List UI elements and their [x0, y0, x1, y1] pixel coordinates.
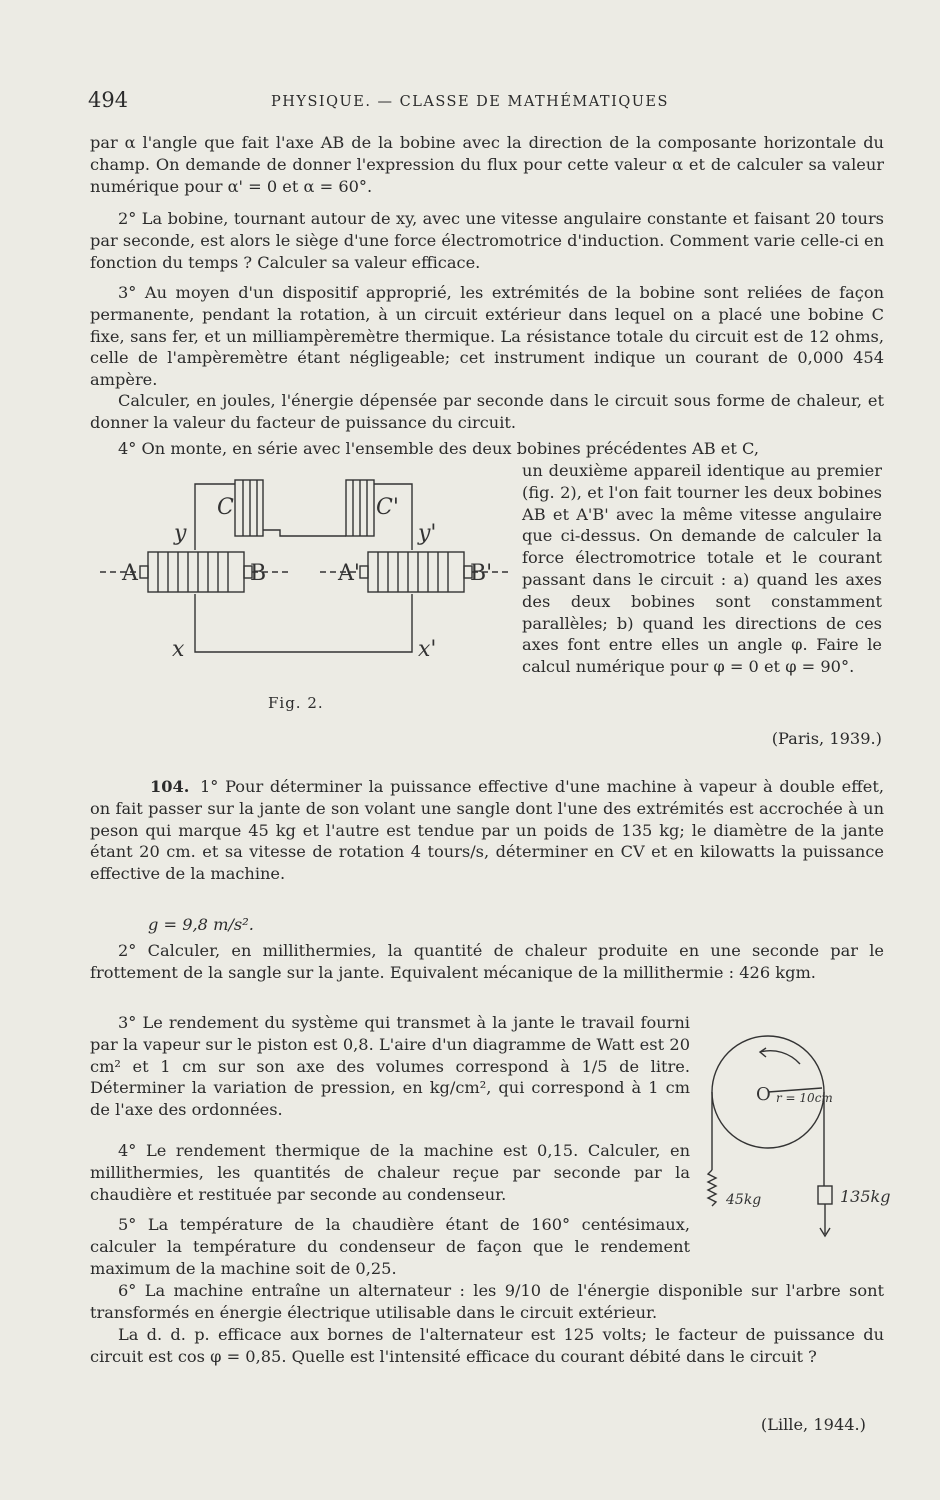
label-b: B: [250, 561, 267, 586]
label-radius: r = 10cm: [776, 1091, 833, 1105]
paragraph-103-2: 2° La bobine, tournant autour de xy, avec une vitesse angulaire constante et faisant 20 tours par seconde, est alors le siège d'une force électromotrice d'induction. Comment varie celle-ci en fonction du temps ? Calculer sa valeur efficace.: [90, 209, 884, 272]
gravity-value: g = 9,8 m/s².: [148, 915, 254, 934]
spring-scale: [708, 1170, 716, 1206]
paragraph-103-4-rest: un deuxième appareil identique au premier (fig. 2), et l'on fait tourner les deux bobines AB et A'B' avec la même vitesse angulaire que ci-dessus. On demande de calculer la force électromotrice totale et le courant passant dans le circuit : a) quand les axes des deux bobines sont constamment parallèles; b) quand les directions de ces axes font entre elles un angle φ. Faire le calcul numérique pour φ = 0 et φ = 90°.: [522, 461, 882, 677]
label-a-prime: A': [338, 561, 360, 586]
weight-box: [818, 1186, 832, 1204]
label-45kg: 45kg: [726, 1192, 762, 1208]
running-head: PHYSIQUE. — CLASSE DE MATHÉMATIQUES: [271, 94, 669, 110]
label-y-prime: y': [418, 521, 437, 546]
source-paris: (Paris, 1939.): [771, 729, 882, 748]
label-c: C: [217, 495, 234, 520]
paragraph-103-3b: Calculer, en joules, l'énergie dépensée par seconde dans le circuit sous forme de chaleur, et donner la valeur du facteur de puissance du circuit.: [90, 391, 884, 432]
paragraph-intro: par α l'angle que fait l'axe AB de la bobine avec la direction de la composante horizontale du champ. On demande de donner l'expression du flux pour cette valeur α et de calculer sa valeur numérique pour α' = 0 et α = 60°.: [90, 133, 884, 196]
coil-c: [235, 480, 263, 536]
label-a: A: [122, 561, 138, 586]
source-lille: (Lille, 1944.): [760, 1415, 866, 1434]
label-x: x: [172, 637, 185, 662]
paragraph-104-1: 1° Pour déterminer la puissance effective d'une machine à vapeur à double effet, on fait passer sur la jante de son volant une sangle dont l'une des extrémités est accrochée à un peson qui marque 45 kg et l'autre est tendue par un poids de 135 kg; le diamètre de la jante étant 20 cm. et sa vitesse de rotation 4 tours/s, déterminer en CV et en kilowatts la puissance effective de la machine.: [90, 777, 884, 884]
pulley-diagram: [700, 1030, 910, 1260]
paragraph-103-3: 3° Au moyen d'un dispositif approprié, les extrémités de la bobine sont reliées de façon permanente, pendant la rotation, à un circuit extérieur dans lequel on a placé une bobine C fixe, sans fer, et un milliampèremètre thermique. La résistance totale du circuit est de 12 ohms, celle de l'ampèremètre étant négligeable; cet instrument indique un courant de 0,000 454 ampère.: [90, 283, 884, 390]
paragraph-104-2: 2° Calculer, en millithermies, la quantité de chaleur produite en une seconde par le frottement de la sangle sur la jante. Equivalent mécanique de la millithermie : 426 kgm.: [90, 941, 884, 982]
coil-a-prime-b-prime: [368, 552, 464, 592]
label-b-prime: B': [470, 561, 493, 586]
paragraph-104-4: 4° Le rendement thermique de la machine est 0,15. Calculer, en millithermies, les quantités de chaleur reçue par seconde par la chaudière et restituée par seconde au condenseur.: [90, 1141, 690, 1204]
paragraph-104-6b: La d. d. p. efficace aux bornes de l'alternateur est 125 volts; le facteur de puissance du circuit est cos φ = 0,85. Quelle est l'intensité efficace du courant débité dans le circuit ?: [90, 1325, 884, 1366]
paragraph-103-4-first: 4° On monte, en série avec l'ensemble des deux bobines précédentes AB et C,: [118, 439, 759, 458]
page-header: [88, 88, 888, 118]
label-c-prime: C': [376, 495, 399, 520]
rotation-arrow: [760, 1051, 800, 1064]
page-number: 494: [88, 88, 129, 112]
paragraph-104-5: 5° La température de la chaudière étant de 160° centésimaux, calculer la température du condenseur de façon que le rendement maximum de la machine soit de 0,25.: [90, 1215, 690, 1278]
figure-2-diagram: [100, 470, 520, 680]
problem-104-label: 104.: [150, 777, 190, 796]
paragraph-104-6: 6° La machine entraîne un alternateur : les 9/10 de l'énergie disponible sur l'arbre sont transformés en énergie électrique utilisable dans le circuit extérieur.: [90, 1281, 884, 1322]
label-x-prime: x': [418, 637, 437, 662]
paragraph-104-3: 3° Le rendement du système qui transmet à la jante le travail fourni par la vapeur sur le piston est 0,8. L'aire d'un diagramme de Watt est 20 cm² et 1 cm sur son axe des volumes correspond à 1/5 de litre. Déterminer la variation de pression, en kg/cm², qui correspond à 1 cm de l'axe des ordonnées.: [90, 1013, 690, 1120]
label-y: y: [174, 521, 187, 546]
label-135kg: 135kg: [840, 1187, 891, 1206]
figure-caption: Fig. 2.: [268, 694, 324, 712]
label-o: O: [756, 1084, 771, 1105]
coil-ab: [148, 552, 244, 592]
